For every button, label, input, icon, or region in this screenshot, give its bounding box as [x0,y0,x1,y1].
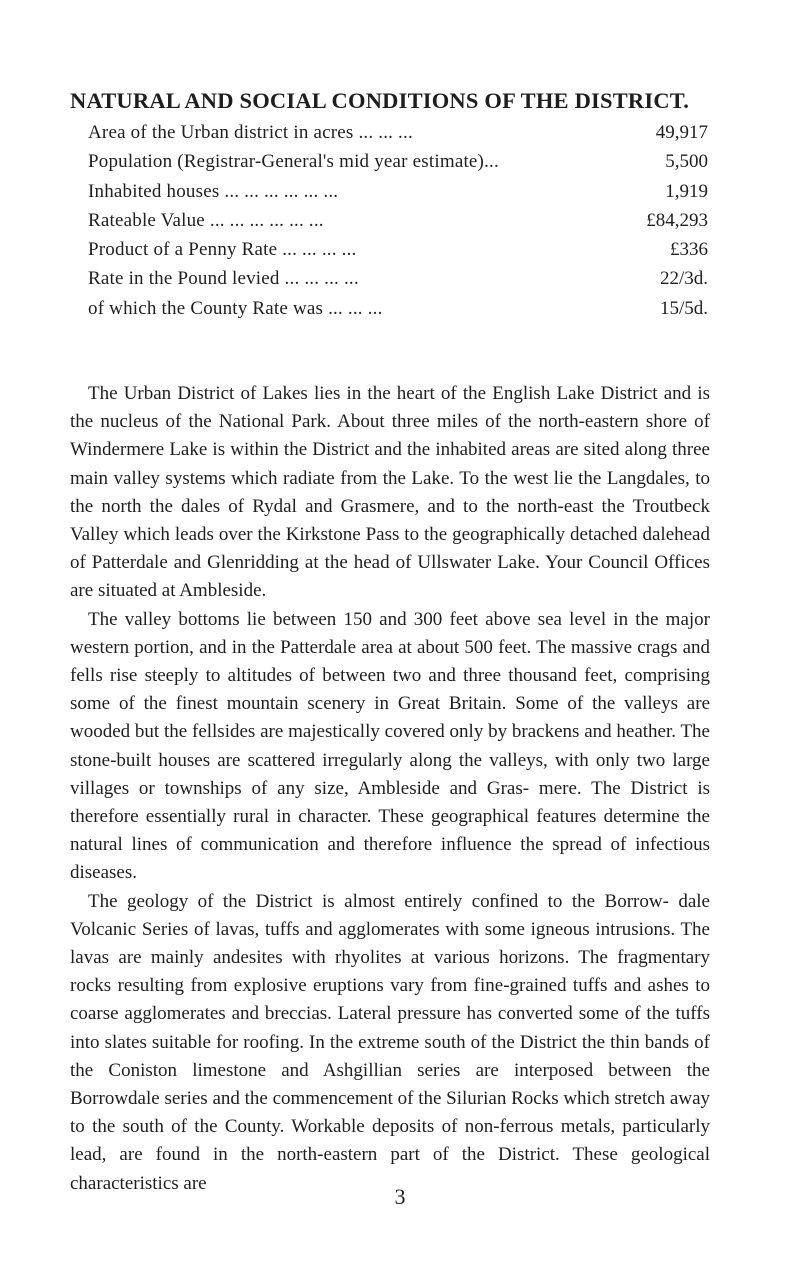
paragraph-geology: The geology of the District is almost entirely confined to the Borrow- dale Volcanic Series of lavas, tuffs and agglomerates with some igneous intrusions. The lavas are mainly andesites with rhyolites at various horizons. The fragmentary rocks resulting from explosive eruptions vary from fine-grained tuffs and ashes to coarse agglomerates and breccias. Lateral pressure has converted some of the tuffs into slates suitable for roofing. In the extreme south of the District the thin bands of the Coniston limestone and Ashgillian series are interposed between the Borrowdale series and the commencement of the Silurian Rocks which stretch away to the south of the County. Workable deposits of non-ferrous metals, particularly lead, are found in the north-eastern part of the District. These geological characteristics are [70,890,710,1194]
stat-label: Rateable Value ... ... ... ... ... ... [88,209,324,231]
stat-row-houses [88,177,708,206]
stat-value: 22/3d. [659,268,708,290]
stat-label: Inhabited houses ... ... ... ... ... ... [88,180,339,202]
stat-value: 15/5d. [659,297,708,319]
stat-row-rate-levied [88,264,708,293]
stat-row-county-rate [88,294,708,323]
stat-label: Area of the Urban district in acres ... ... ... [88,122,413,143]
stat-value: 5,500 [665,151,708,173]
body-text [70,380,710,1198]
stat-row-penny-rate [88,235,708,264]
stat-row-rateable-value [88,206,708,235]
stat-label: of which the County Rate was ... ... ... [88,297,383,319]
statistics-table [88,118,708,323]
stat-label: Population (Registrar-General's mid year estimate)... [88,151,499,173]
stat-row-population [88,147,708,176]
page-title: NATURAL AND SOCIAL CONDITIONS OF THE DISTRICT. [70,88,690,113]
page-number: 3 [394,1184,406,1209]
stat-label: Product of a Penny Rate ... ... ... ... [88,239,357,261]
paragraph-terrain: The valley bottoms lie between 150 and 300 feet above sea level in the major western portion, and in the Patterdale area at about 500 feet. The massive crags and fells rise steeply to altitudes of between two and three thousand feet, comprising some of the finest mountain scenery in Great Britain. Some of the valleys are wooded but the fellsides are majestically covered only by brackens and heather. The stone-built houses are scattered irregularly along the valleys, with only two large villages or townships of any size, Ambleside and Gras- mere. The District is therefore essentially rural in character. These geographical features determine the natural lines of communication and therefore influence the spread of infectious diseases. [70,608,710,884]
stat-value: £336 [670,239,708,261]
paragraph-geography: The Urban District of Lakes lies in the heart of the English Lake District and is the nucleus of the National Park. About three miles of the north-eastern shore of Windermere Lake is within the District and the inhabited areas are sited along three main valley systems which radiate from the Lake. To the west lie the Langdales, to the north the dales of Rydal and Grasmere, and to the north-east the Troutbeck Valley which leads over the Kirkstone Pass to the geographically detached dalehead of Patterdale and Glenridding at the head of Ullswater Lake. Your Council Offices are situated at Ambleside. [70,383,710,602]
stat-value: 49,917 [655,122,708,143]
stat-value: £84,293 [646,209,708,231]
stat-label: Rate in the Pound levied ... ... ... ... [88,268,359,290]
stat-value: 1,919 [665,180,708,202]
stat-row-area [88,118,708,147]
